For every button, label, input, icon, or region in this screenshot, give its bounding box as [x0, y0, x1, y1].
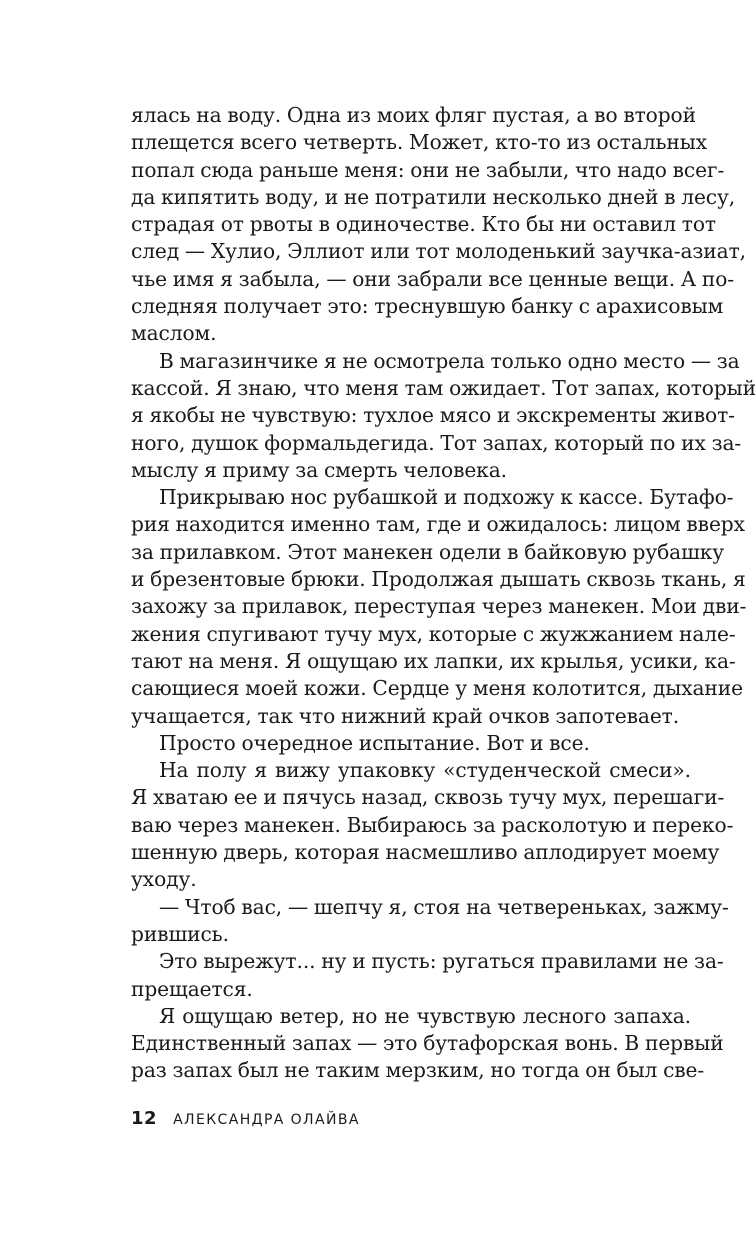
- text-line: попал сюда раньше меня: они не забыли, что надо всег-: [131, 157, 725, 182]
- page-number: 12: [131, 1108, 158, 1129]
- text-line: Я хватаю ее и пячусь назад, сквозь тучу мух, перешаги-: [131, 785, 725, 810]
- text-line: рия находится именно там, где и ожидалось: лицом вверх: [131, 512, 745, 537]
- text-line: ваю через манекен. Выбираюсь за расколотую и переко-: [131, 812, 734, 837]
- running-head-author: АЛЕКСАНДРА ОЛАЙВА: [173, 1112, 360, 1128]
- text-line: прещается.: [131, 976, 253, 1001]
- text-line: следняя получает это: треснувшую банку с арахисовым: [131, 294, 724, 319]
- text-line: ного, душок формальдегида. Тот запах, который по их за-: [131, 430, 742, 455]
- text-line: Единственный запах — это бутафорская вонь. В первый: [131, 1031, 724, 1056]
- text-line: плещется всего четверть. Может, кто-то из остальных: [131, 130, 708, 155]
- text-line: мыслу я приму за смерть человека.: [131, 457, 507, 482]
- page-footer: [131, 1108, 360, 1129]
- text-line: рившись.: [131, 921, 229, 946]
- text-line: страдая от рвоты в одиночестве. Кто бы ни оставил тот: [131, 212, 716, 237]
- text-line: чье имя я забыла, — они забрали все ценные вещи. А по-: [131, 266, 734, 291]
- text-line: Просто очередное испытание. Вот и все.: [159, 730, 590, 755]
- text-line: захожу за прилавок, переступая через манекен. Мои дви-: [131, 594, 747, 619]
- text-line: да кипятить воду, и не потратили несколько дней в лесу,: [131, 184, 736, 209]
- text-line: кассой. Я знаю, что меня там ожидает. Тот запах, который: [131, 375, 756, 400]
- text-line: На полу я вижу упаковку «студенческой смеси».: [159, 758, 691, 783]
- text-line: я якобы не чувствую: тухлое мясо и экскременты живот-: [131, 403, 735, 428]
- text-line: В магазинчике я не осмотрела только одно место — за: [159, 348, 740, 373]
- text-line: — Чтоб вас, — шепчу я, стоя на четвереньках, зажму-: [159, 894, 729, 919]
- page-body: [131, 102, 756, 1085]
- text-line: шенную дверь, которая насмешливо аплодирует моему: [131, 840, 720, 865]
- text-line: Прикрываю нос рубашкой и подхожу к кассе. Бутафо-: [159, 485, 734, 510]
- text-line: маслом.: [131, 321, 217, 346]
- text-line: уходу.: [131, 867, 197, 892]
- text-line: учащается, так что нижний край очков запотевает.: [131, 703, 680, 728]
- text-line: след — Хулио, Эллиот или тот молоденький заучка-азиат,: [131, 239, 746, 264]
- text-line: раз запах был не таким мерзким, но тогда он был све-: [131, 1058, 705, 1083]
- text-line: сающиеся моей кожи. Сердце у меня колотится, дыхание: [131, 676, 743, 701]
- text-line: жения спугивают тучу мух, которые с жужжанием нале-: [131, 621, 736, 646]
- text-line: ялась на воду. Одна из моих фляг пустая, а во второй: [131, 103, 696, 127]
- text-line: и брезентовые брюки. Продолжая дышать сквозь ткань, я: [131, 567, 746, 592]
- text-line: тают на меня. Я ощущаю их лапки, их крылья, усики, ка-: [131, 648, 736, 673]
- body-text: [131, 102, 756, 1085]
- text-line: за прилавком. Этот манекен одели в байковую рубашку: [131, 539, 725, 564]
- text-line: Это вырежут... ну и пусть: ругаться правилами не за-: [159, 949, 724, 974]
- text-line: Я ощущаю ветер, но не чувствую лесного запаха.: [159, 1003, 691, 1028]
